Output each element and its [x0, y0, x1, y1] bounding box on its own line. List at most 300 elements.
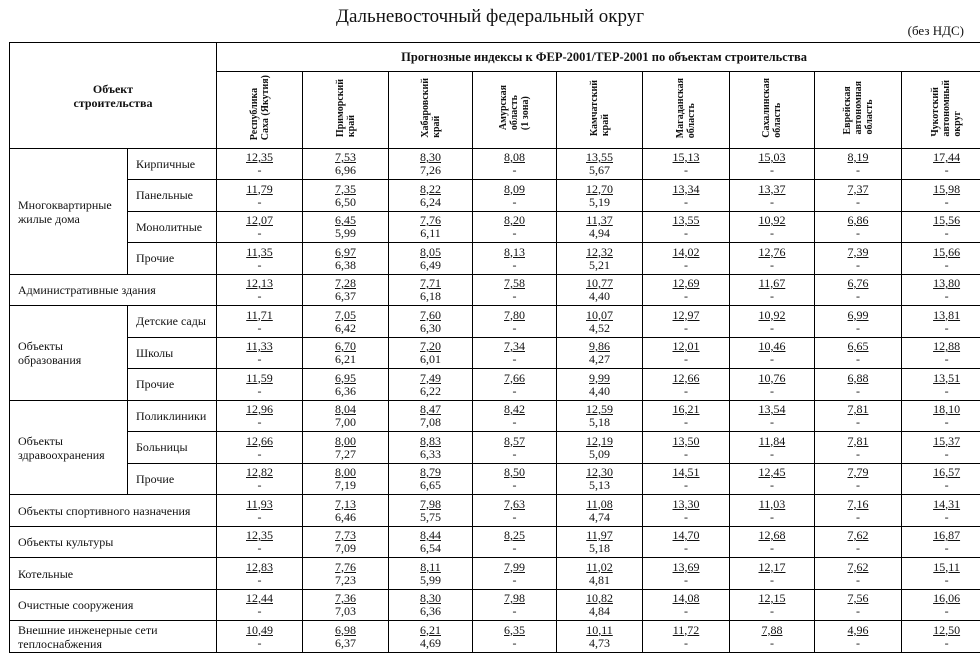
index-value-upper: 8,50	[504, 465, 525, 479]
index-value-upper: 7,60	[420, 307, 441, 322]
index-value-lower: -	[512, 415, 517, 429]
index-cell	[643, 243, 730, 275]
index-value-lower: 6,42	[335, 320, 356, 335]
index-value-upper: 4,96	[847, 622, 869, 637]
index-value-upper: 7,71	[420, 276, 441, 290]
index-value-lower: -	[770, 226, 774, 240]
index-cell	[643, 527, 730, 558]
index-value-lower: -	[944, 446, 949, 461]
table-row	[10, 495, 980, 527]
index-value-upper: 13,51	[933, 370, 961, 385]
index-value-lower: -	[856, 257, 860, 272]
index-cell	[389, 149, 473, 180]
index-cell	[902, 621, 980, 653]
index-cell	[473, 590, 557, 621]
index-cell	[730, 369, 815, 401]
index-cell	[815, 432, 902, 464]
index-cell	[389, 243, 473, 275]
index-value-lower: -	[512, 194, 517, 209]
index-value-upper: 11,67	[758, 276, 786, 290]
index-value-lower: 6,37	[335, 289, 356, 303]
index-cell	[557, 527, 643, 558]
index-value-upper: 10,76	[758, 370, 786, 385]
index-value-upper: 7,63	[504, 496, 525, 511]
index-cell	[902, 243, 980, 275]
index-cell	[643, 495, 730, 527]
index-cell	[815, 149, 902, 180]
index-value-upper: 8,44	[420, 528, 441, 542]
index-value-upper: 13,54	[758, 402, 786, 416]
object-name: Объекты спортивного назначения	[10, 495, 217, 527]
index-value-lower: -	[944, 541, 949, 555]
table-row	[10, 243, 980, 275]
index-cell	[303, 401, 389, 432]
object-name: Внешние инженерные сети теплоснабжения	[10, 621, 217, 653]
index-value-upper: 8,83	[420, 433, 441, 448]
index-value-upper: 8,30	[420, 150, 441, 164]
table-row	[10, 527, 980, 558]
index-cell	[815, 590, 902, 621]
index-value-lower: -	[257, 352, 262, 366]
index-value-upper: 11,84	[758, 433, 786, 448]
index-value-upper: 15,56	[933, 213, 961, 227]
index-value-upper: 9,99	[589, 370, 610, 385]
index-value-upper: 7,49	[420, 370, 441, 385]
index-value-upper: 9,86	[589, 339, 610, 353]
index-value-lower: 5,18	[589, 541, 610, 555]
index-value-upper: 14,31	[933, 496, 961, 511]
index-cell	[730, 590, 815, 621]
region-header	[389, 72, 473, 149]
index-value-lower: -	[770, 289, 774, 303]
index-value-upper: 6,70	[335, 339, 356, 353]
index-value-lower: 5,18	[589, 415, 610, 429]
index-value-lower: -	[257, 194, 262, 209]
index-value-lower: -	[856, 163, 860, 177]
index-cell	[389, 338, 473, 369]
object-name: Очистные сооружения	[10, 590, 217, 621]
index-cell	[730, 401, 815, 432]
index-cell	[217, 275, 303, 306]
index-value-lower: 7,19	[335, 478, 356, 492]
index-cell	[473, 369, 557, 401]
index-value-upper: 7,39	[847, 244, 869, 259]
region-header	[815, 72, 902, 149]
region-label: Еврейская автономная область	[841, 81, 875, 135]
index-cell	[643, 558, 730, 590]
index-value-upper: 7,16	[847, 496, 869, 511]
index-value-upper: 8,04	[335, 402, 356, 416]
index-cell	[303, 369, 389, 401]
index-value-upper: 11,37	[586, 213, 613, 227]
index-cell	[557, 464, 643, 495]
index-cell	[815, 558, 902, 590]
index-value-lower: 6,18	[420, 289, 441, 303]
index-value-lower: 6,46	[335, 509, 356, 524]
index-value-lower: -	[770, 352, 774, 366]
index-value-upper: 7,98	[420, 496, 441, 511]
index-cell	[217, 401, 303, 432]
index-value-lower: -	[684, 289, 688, 303]
index-cell	[389, 464, 473, 495]
index-value-lower: 6,24	[420, 194, 441, 209]
index-cell	[217, 212, 303, 243]
index-cell	[730, 432, 815, 464]
table-row	[10, 369, 980, 401]
index-cell	[389, 306, 473, 338]
index-cell	[730, 527, 815, 558]
object-group: Многоквартирные жилые дома	[10, 149, 128, 275]
index-cell	[730, 180, 815, 212]
index-value-upper: 13,50	[672, 433, 700, 448]
index-value-upper: 10,82	[586, 591, 613, 605]
index-cell	[389, 621, 473, 653]
index-value-lower: -	[684, 572, 688, 587]
object-subtype: Больницы	[128, 432, 217, 464]
index-cell	[557, 243, 643, 275]
index-value-lower: 5,99	[335, 226, 356, 240]
index-cell	[815, 369, 902, 401]
index-value-lower: 6,65	[420, 478, 441, 492]
index-cell	[815, 180, 902, 212]
index-value-lower: 5,75	[420, 509, 441, 524]
index-value-lower: -	[856, 352, 860, 366]
index-value-upper: 10,07	[586, 307, 613, 322]
index-value-lower: -	[944, 257, 949, 272]
index-value-upper: 7,58	[504, 276, 525, 290]
index-value-upper: 7,05	[335, 307, 356, 322]
index-value-lower: -	[512, 289, 517, 303]
index-cell	[902, 369, 980, 401]
index-cell	[902, 306, 980, 338]
indices-super-header: Прогнозные индексы к ФЕР-2001/ТЕР-2001 по объектам строительства	[217, 43, 980, 72]
index-value-lower: -	[944, 604, 949, 618]
index-value-lower: 6,37	[335, 635, 356, 650]
index-cell	[730, 275, 815, 306]
index-cell	[902, 338, 980, 369]
index-value-lower: 6,50	[335, 194, 356, 209]
index-cell	[473, 558, 557, 590]
index-value-lower: -	[512, 635, 517, 650]
index-cell	[473, 621, 557, 653]
index-value-upper: 12,30	[586, 465, 613, 479]
index-cell	[389, 212, 473, 243]
index-value-lower: -	[944, 289, 949, 303]
index-value-lower: -	[512, 163, 517, 177]
index-cell	[389, 590, 473, 621]
index-value-upper: 11,33	[246, 339, 273, 353]
index-cell	[730, 558, 815, 590]
index-value-lower: 6,11	[420, 226, 441, 240]
index-cell	[557, 621, 643, 653]
index-value-upper: 12,44	[246, 591, 273, 605]
index-cell	[902, 590, 980, 621]
index-value-lower: 6,96	[335, 163, 356, 177]
index-cell	[643, 464, 730, 495]
region-label: Хабаровский край	[419, 78, 442, 138]
table-row	[10, 401, 980, 432]
index-value-upper: 12,45	[758, 465, 786, 479]
index-value-upper: 7,62	[847, 559, 869, 574]
index-value-upper: 7,28	[335, 276, 356, 290]
index-cell	[902, 401, 980, 432]
index-value-upper: 6,88	[847, 370, 869, 385]
index-value-upper: 7,37	[847, 181, 869, 196]
object-name: Объекты культуры	[10, 527, 217, 558]
index-value-lower: -	[944, 635, 949, 650]
index-cell	[389, 558, 473, 590]
index-value-upper: 11,02	[586, 559, 613, 574]
index-value-lower: -	[257, 320, 262, 335]
index-cell	[902, 149, 980, 180]
index-value-upper: 12,13	[246, 276, 273, 290]
index-cell	[303, 149, 389, 180]
index-value-upper: 7,73	[335, 528, 356, 542]
index-value-upper: 10,77	[586, 276, 613, 290]
object-group: Объекты образования	[10, 306, 128, 401]
index-value-lower: 5,99	[420, 572, 441, 587]
object-name: Котельные	[10, 558, 217, 590]
index-value-lower: -	[770, 572, 774, 587]
object-group: Объекты здравоохранения	[10, 401, 128, 495]
index-value-upper: 7,88	[761, 622, 783, 637]
index-value-lower: 6,30	[420, 320, 441, 335]
index-value-lower: 4,27	[589, 352, 610, 366]
index-value-lower: -	[257, 383, 262, 398]
index-cell	[815, 275, 902, 306]
index-cell	[389, 369, 473, 401]
index-value-lower: -	[770, 446, 774, 461]
index-value-lower: -	[684, 541, 688, 555]
index-value-lower: -	[770, 163, 774, 177]
index-value-lower: -	[512, 541, 517, 555]
index-cell	[557, 369, 643, 401]
table-row	[10, 464, 980, 495]
index-value-lower: -	[512, 226, 517, 240]
table-body	[10, 149, 980, 653]
index-value-lower: -	[257, 163, 262, 177]
index-value-upper: 7,80	[504, 307, 525, 322]
index-cell	[730, 621, 815, 653]
index-cell	[303, 180, 389, 212]
index-value-lower: 7,27	[335, 446, 356, 461]
index-value-lower: 4,52	[589, 320, 610, 335]
index-value-lower: -	[684, 352, 688, 366]
index-value-upper: 6,65	[847, 339, 869, 353]
index-value-upper: 7,36	[335, 591, 356, 605]
index-value-upper: 8,25	[504, 528, 525, 542]
region-header	[303, 72, 389, 149]
index-value-lower: -	[257, 257, 262, 272]
index-cell	[815, 621, 902, 653]
object-column-label: Объект строительства	[73, 81, 153, 110]
index-cell	[902, 432, 980, 464]
index-value-upper: 6,21	[420, 622, 441, 637]
index-value-upper: 7,62	[847, 528, 869, 542]
index-cell	[815, 306, 902, 338]
index-cell	[730, 464, 815, 495]
index-cell	[643, 149, 730, 180]
index-value-upper: 13,69	[672, 559, 700, 574]
index-value-upper: 13,81	[933, 307, 961, 322]
index-value-upper: 11,59	[246, 370, 273, 385]
index-value-upper: 11,97	[586, 528, 613, 542]
index-value-lower: -	[944, 194, 949, 209]
index-value-lower: -	[684, 383, 688, 398]
index-cell	[730, 149, 815, 180]
index-cell	[303, 306, 389, 338]
index-value-lower: 6,22	[420, 383, 441, 398]
index-cell	[389, 401, 473, 432]
index-value-lower: -	[512, 446, 517, 461]
index-value-lower: 7,00	[335, 415, 356, 429]
index-value-lower: 4,74	[589, 509, 610, 524]
index-cell	[303, 495, 389, 527]
index-cell	[902, 212, 980, 243]
index-value-lower: -	[257, 289, 262, 303]
index-value-upper: 10,49	[246, 622, 273, 637]
index-cell	[815, 212, 902, 243]
index-value-upper: 14,02	[672, 244, 700, 259]
index-cell	[557, 306, 643, 338]
index-value-upper: 6,98	[335, 622, 356, 637]
index-cell	[643, 432, 730, 464]
region-label: Чукотский автономный округ	[930, 79, 964, 137]
index-cell	[643, 369, 730, 401]
index-value-upper: 15,66	[933, 244, 961, 259]
index-value-lower: -	[512, 352, 517, 366]
region-label: Амурская область (1 зона)	[498, 85, 531, 131]
index-value-upper: 6,76	[847, 276, 869, 290]
index-cell	[473, 464, 557, 495]
index-cell	[730, 495, 815, 527]
index-value-lower: -	[770, 383, 774, 398]
index-value-upper: 8,22	[420, 181, 441, 196]
index-cell	[557, 590, 643, 621]
index-value-lower: -	[257, 226, 262, 240]
index-value-upper: 12,59	[586, 402, 613, 416]
index-value-upper: 10,46	[758, 339, 786, 353]
index-value-upper: 7,20	[420, 339, 441, 353]
index-cell	[217, 180, 303, 212]
index-value-upper: 7,99	[504, 559, 525, 574]
index-value-upper: 12,96	[246, 402, 273, 416]
object-name: Административные здания	[10, 275, 217, 306]
index-value-lower: -	[944, 415, 949, 429]
index-value-lower: 4,40	[589, 289, 610, 303]
index-cell	[557, 180, 643, 212]
index-value-upper: 8,79	[420, 465, 441, 479]
index-value-upper: 13,55	[672, 213, 700, 227]
index-value-lower: -	[684, 320, 688, 335]
index-cell	[217, 558, 303, 590]
index-value-lower: -	[944, 163, 949, 177]
index-value-lower: 6,21	[335, 352, 356, 366]
index-cell	[217, 432, 303, 464]
index-cell	[303, 212, 389, 243]
index-cell	[473, 527, 557, 558]
index-value-upper: 16,21	[672, 402, 700, 416]
table-row	[10, 590, 980, 621]
region-label: Магаданская область	[675, 77, 697, 139]
vat-note: (без НДС)	[907, 23, 964, 38]
index-cell	[389, 432, 473, 464]
index-cell	[217, 149, 303, 180]
object-subtype: Монолитные	[128, 212, 217, 243]
index-value-lower: -	[684, 635, 688, 650]
index-value-lower: 4,81	[589, 572, 610, 587]
index-value-lower: 7,08	[420, 415, 441, 429]
index-value-lower: -	[856, 415, 860, 429]
index-cell	[643, 401, 730, 432]
index-cell	[473, 495, 557, 527]
index-cell	[389, 495, 473, 527]
index-cell	[815, 401, 902, 432]
index-value-upper: 12,35	[246, 528, 273, 542]
index-value-upper: 11,03	[758, 496, 786, 511]
object-column-header	[10, 43, 217, 149]
index-value-lower: -	[512, 509, 517, 524]
index-value-upper: 12,32	[586, 244, 613, 259]
index-value-upper: 15,03	[758, 150, 786, 164]
index-value-upper: 6,95	[335, 370, 356, 385]
index-table	[9, 42, 980, 653]
index-cell	[643, 621, 730, 653]
index-value-lower: 4,73	[589, 635, 610, 650]
index-cell	[557, 495, 643, 527]
index-value-lower: -	[856, 194, 860, 209]
index-value-lower: -	[684, 415, 688, 429]
index-cell	[303, 432, 389, 464]
index-value-lower: 6,49	[420, 257, 441, 272]
index-cell	[902, 464, 980, 495]
object-subtype: Поликлиники	[128, 401, 217, 432]
index-value-upper: 13,34	[672, 181, 700, 196]
index-value-lower: -	[944, 478, 949, 492]
index-value-upper: 12,97	[672, 307, 700, 322]
index-cell	[473, 338, 557, 369]
index-value-upper: 15,13	[672, 150, 700, 164]
index-cell	[557, 212, 643, 243]
index-value-upper: 8,19	[847, 150, 869, 164]
index-cell	[643, 338, 730, 369]
index-value-lower: -	[944, 509, 949, 524]
index-value-upper: 8,30	[420, 591, 441, 605]
object-subtype: Детские сады	[128, 306, 217, 338]
table-row	[10, 149, 980, 180]
index-value-upper: 7,76	[420, 213, 441, 227]
index-cell	[902, 495, 980, 527]
index-cell	[303, 590, 389, 621]
index-cell	[217, 527, 303, 558]
index-value-upper: 17,44	[933, 150, 961, 164]
object-subtype: Панельные	[128, 180, 217, 212]
object-subtype: Школы	[128, 338, 217, 369]
index-value-upper: 12,69	[672, 276, 700, 290]
index-value-lower: -	[770, 478, 774, 492]
index-value-upper: 8,13	[504, 244, 525, 259]
index-value-lower: -	[770, 257, 774, 272]
index-value-lower: -	[512, 320, 517, 335]
index-value-lower: -	[856, 478, 860, 492]
index-cell	[730, 338, 815, 369]
index-value-lower: -	[944, 226, 949, 240]
index-value-upper: 12,83	[246, 559, 273, 574]
index-value-lower: -	[770, 604, 774, 618]
index-value-lower: -	[257, 478, 262, 492]
index-value-upper: 11,93	[246, 496, 273, 511]
index-cell	[389, 275, 473, 306]
